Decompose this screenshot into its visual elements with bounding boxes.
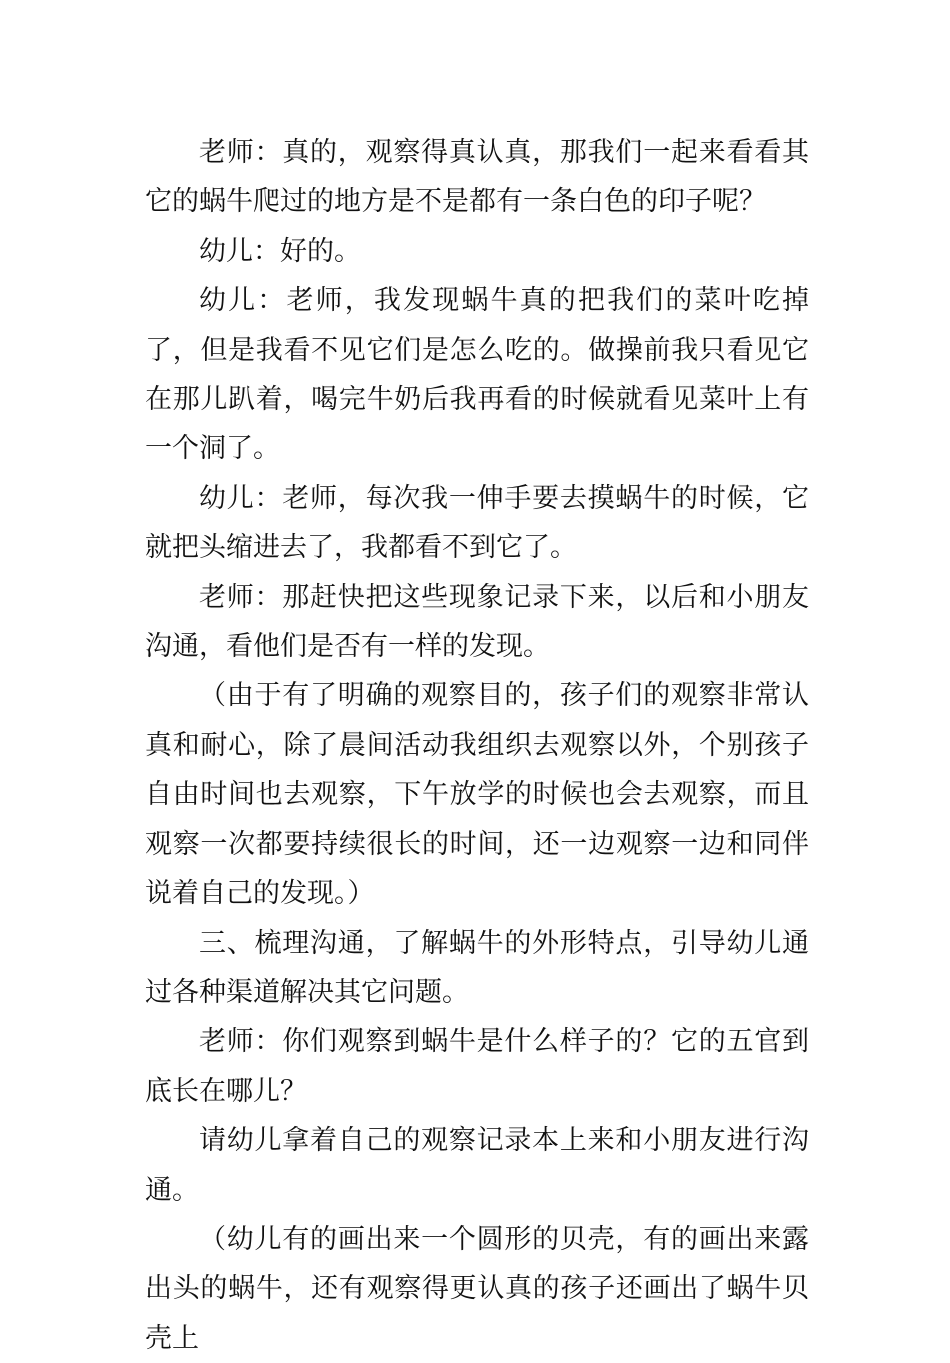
paragraph-share-records: 请幼儿拿着自己的观察记录本上来和小朋友进行沟通。 bbox=[145, 1125, 809, 1206]
paragraph-child-touch-snail: 幼儿：老师，每次我一伸手要去摸蜗牛的时候，它就把头缩进去了，我都看不到它了。 bbox=[145, 482, 809, 564]
document-page bbox=[145, 128, 809, 1363]
paragraph-drawing-note: （幼儿有的画出来一个圆形的贝壳，有的画出来露出头的蜗牛，还有观察得更认真的孩子还画出了蜗牛贝壳上 bbox=[145, 1223, 809, 1354]
paragraph-teacher-question: 老师：你们观察到蜗牛是什么样子的？它的五官到底长在哪儿？ bbox=[145, 1026, 809, 1107]
paragraph-child-leaf-eaten: 幼儿：老师，我发现蜗牛真的把我们的菜叶吃掉了，但是我看不见它们是怎么吃的。做操前我只看见它在那儿趴着，喝完牛奶后我再看的时候就看见菜叶上有一个洞了。 bbox=[145, 285, 809, 465]
paragraph-teacher-observe: 老师：真的，观察得真认真，那我们一起来看看其它的蜗牛爬过的地方是不是都有一条白色的印子呢？ bbox=[145, 137, 809, 218]
section-heading-three: 三、梳理沟通，了解蜗牛的外形特点，引导幼儿通过各种渠道解决其它问题。 bbox=[145, 927, 809, 1008]
paragraph-teacher-record: 老师：那赶快把这些现象记录下来，以后和小朋友沟通，看他们是否有一样的发现。 bbox=[145, 581, 809, 663]
paragraph-observation-note: （由于有了明确的观察目的，孩子们的观察非常认真和耐心，除了晨间活动我组织去观察以外，个别孩子自由时间也去观察，下午放学的时候也会去观察，而且观察一次都要持续很长的时间，还一边观察一边和同伴说着自己的发现。） bbox=[145, 680, 809, 910]
paragraph-child-ok: 幼儿：好的。 bbox=[199, 235, 361, 267]
